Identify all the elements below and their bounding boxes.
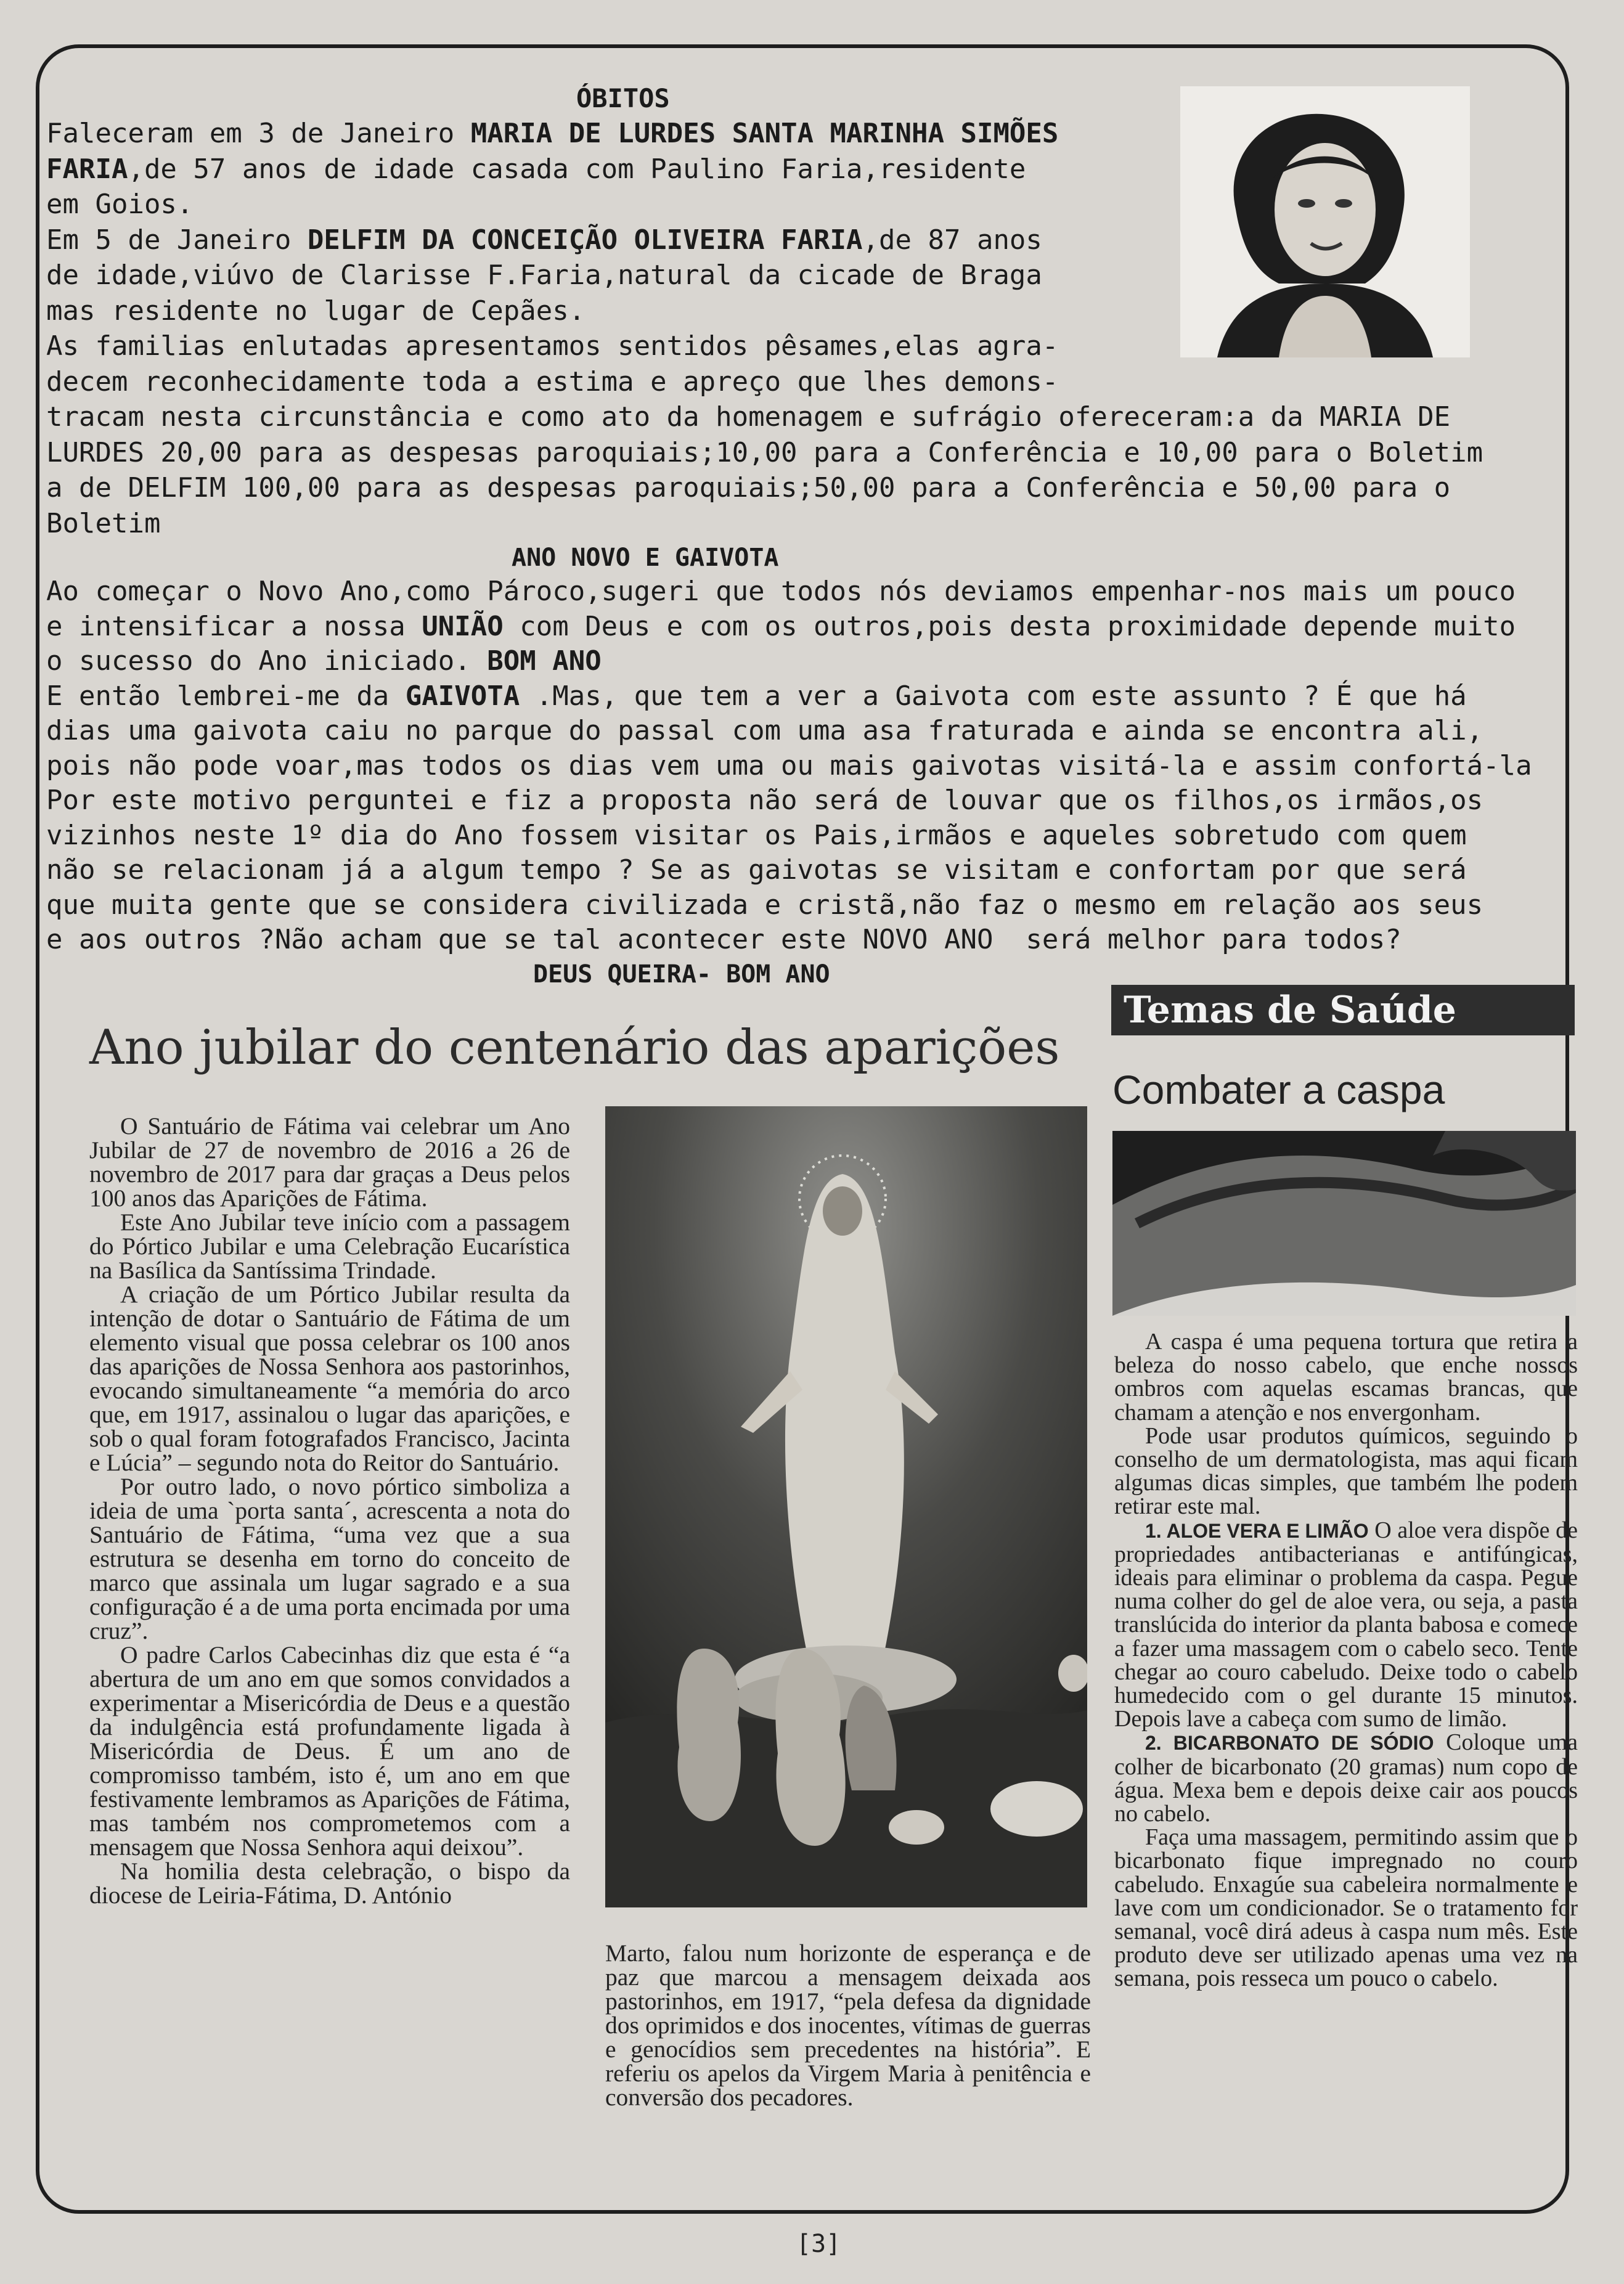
paragraph <box>1114 1330 1578 1424</box>
health-article-title: Combater a caspa <box>1112 1067 1445 1112</box>
text-line <box>46 153 1026 185</box>
text-segment: Em 5 de Janeiro <box>46 224 308 256</box>
text-line <box>46 472 1451 504</box>
text-segment: decem reconhecidamente toda a estima e apreço que lhes demons- <box>46 365 1059 398</box>
text-segment: As familias enlutadas apresentamos sentidos pêsames,elas agra- <box>46 330 1059 362</box>
text-line <box>46 191 193 218</box>
text-segment: não se relacionam já a algum tempo ? Se as gaivotas se visitam e confortam por que será <box>46 854 1467 886</box>
text-emphasis: MARIA DE LURDES SANTA MARINHA SIMÕES <box>470 118 1059 149</box>
our-lady-of-fatima-image <box>605 1106 1087 1907</box>
text-segment: de idade,viúvo de Clarisse F.Faria,natural da cicade de Braga <box>46 259 1042 291</box>
text-emphasis: UNIÃO <box>422 610 504 642</box>
paragraph: O padre Carlos Cabecinhas diz que esta é “a abertura de um ano em que somos convidados a experimentar a Misericórdia de Deus e a questão da indulgência está profundamente ligada à Misericórdia de Deus. É um ano de compromisso também, isto é, um ano em que festivamente lembramos as Aparições de Fátima, mas também nos comprometemos com a mensagem que Nossa Senhora aqui deixou”. <box>89 1641 570 1861</box>
tip-heading: 1. ALOE VERA E LIMÃO <box>1145 1519 1369 1542</box>
deceased-photo <box>1180 86 1470 357</box>
text-segment: dias uma gaivota caiu no parque do passal com uma asa fraturada e ainda se encontra ali, <box>46 715 1483 746</box>
text-segment: e intensificar a nossa <box>46 610 422 642</box>
paragraph-text: Pode usar produtos químicos, seguindo o conselho de um dermatologista, mas aqui ficam algumas dicas simples, que também lhe podem retirar este mal. <box>1114 1422 1578 1520</box>
text-segment: .Mas, que tem a ver a Gaivota com este assunto ? É que há <box>520 680 1467 712</box>
text-segment: ,de 57 anos de idade casada com Paulino Faria,residente <box>128 153 1026 185</box>
text-emphasis: GAIVOTA <box>405 680 520 712</box>
text-line <box>46 749 1532 781</box>
paragraph: O Santuário de Fátima vai celebrar um Ano Jubilar de 27 de novembro de 2016 a 26 de novembro de 2017 para dar graças a Deus pelos 100 anos das Aparições de Fátima. <box>89 1112 570 1212</box>
text-segment: ,de 87 anos <box>862 224 1042 256</box>
text-line <box>46 819 1467 851</box>
text-segment: com Deus e com os outros,pois desta proximidade depende muito <box>503 610 1516 642</box>
text-line <box>46 610 1516 642</box>
text-line <box>46 854 1467 886</box>
page-number: [3] <box>796 2230 841 2258</box>
text-line <box>46 717 1483 744</box>
text-segment: mas residente no lugar de Cepães. <box>46 295 586 327</box>
text-segment: E então lembrei-me da <box>46 680 406 712</box>
paragraph-text: A caspa é uma pequena tortura que retira a beleza do nosso cabelo, que enche nossos ombros com aquelas escamas brancas, que chamam a atenção e nos envergonham. <box>1114 1329 1578 1425</box>
text-segment: Ao começar o Novo Ano,como Pároco,sugeri que todos nós deviamos empenhar-nos mais um pouco <box>46 576 1516 607</box>
text-segment: Faleceram em 3 de Janeiro <box>46 118 471 149</box>
text-emphasis: BOM ANO <box>487 645 602 677</box>
health-article-text <box>1114 1330 1578 1991</box>
text-segment: e aos outros ?Não acham que se tal acontecer este NOVO ANO será melhor para todos? <box>46 924 1402 955</box>
text-line <box>46 224 1042 256</box>
text-line <box>46 645 602 677</box>
text-segment: a de DELFIM 100,00 para as despesas paroquiais;50,00 para a Conferência e 50,00 para o <box>46 472 1451 504</box>
paragraph: Na homilia desta celebração, o bispo da diocese de Leiria-Fátima, D. António <box>89 1858 570 1909</box>
text-line <box>46 330 1059 362</box>
text-emphasis: FARIA <box>46 153 128 185</box>
text-segment: Boletim <box>46 507 161 539</box>
jubileu-column-1 <box>89 1114 570 1907</box>
text-segment: o sucesso do Ano iniciado. <box>46 645 488 677</box>
paragraph <box>1114 1731 1578 1825</box>
text-segment: vizinhos neste 1º dia do Ano fossem visitar os Pais,irmãos e aqueles sobretudo com quem <box>46 819 1467 851</box>
text-line <box>46 926 1402 953</box>
paragraph: A criação de um Pórtico Jubilar resulta da intenção de dotar o Santuário de Fátima de um elemento visual que possa celebrar os 100 anos das aparições de Nossa Senhora aos pastorinhos, evocando simultaneamente “a memória do arco que, em 1917, assinalou o lugar das aparições, e sob o qual foram fotografados Francisco, Jacinta e Lúcia” – segundo nota do Reitor do Santuário. <box>89 1281 570 1476</box>
paragraph-text: Coloque uma colher de bicarbonato (20 gramas) num copo de água. Mexa bem e depois deixe cair aos poucos no cabelo. <box>1114 1729 1578 1827</box>
text-line <box>46 507 161 539</box>
text-line <box>46 787 1483 814</box>
paragraph: Por outro lado, o novo pórtico simboliza a ideia de uma `porta santa´, acrescenta a nota do Santuário de Fátima, “uma vez que a sua estrutura se desenha em torno do conceito de marco que assinala um lugar sagrado e a sua configuração é a de uma porta encimada por uma cruz”. <box>89 1473 570 1644</box>
text-segment: que muita gente que se considera civilizada e cristã,não faz o mesmo em relação aos seus <box>46 889 1483 921</box>
obitos-title: ÓBITOS <box>576 83 670 113</box>
tip-heading: 2. BICARBONATO DE SÓDIO <box>1145 1732 1434 1755</box>
paragraph: Este Ano Jubilar teve início com a passagem do Pórtico Jubilar e uma Celebração Eucarística na Basílica da Santíssima Trindade. <box>89 1209 570 1284</box>
text-line <box>46 365 1059 398</box>
text-line <box>46 578 1516 605</box>
ano-novo-closing: DEUS QUEIRA- BOM ANO <box>533 960 830 989</box>
text-line <box>46 680 1467 712</box>
text-line <box>46 259 1042 291</box>
paragraph <box>1114 1519 1578 1731</box>
paragraph <box>1114 1424 1578 1519</box>
text-segment: Por este motivo perguntei e fiz a proposta não será de louvar que os filhos,os irmãos,os <box>46 785 1483 816</box>
paragraph-text: O aloe vera dispõe de propriedades antibacterianas e antifúngicas, ideais para eliminar o problema da caspa. Pegue numa colher do gel de aloe vera, ou seja, a pasta translúcida do interior da planta babosa e comece a fazer uma massagem com o cabelo seco. Tente chegar ao couro cabeludo. Deixe todo o cabelo humedecido com o gel durante 15 minutos. Depois lave a cabeça com sumo de limão. <box>1114 1517 1578 1732</box>
health-topics-banner <box>1111 985 1575 1035</box>
text-line <box>46 401 1451 433</box>
text-line <box>46 436 1483 468</box>
hair-scalp-image <box>1112 1131 1576 1316</box>
text-emphasis: DELFIM DA CONCEIÇÃO OLIVEIRA FARIA <box>307 224 863 256</box>
paragraph-text: Faça uma massagem, permitindo assim que o bicarbonato fique impregnado no couro cabeludo. Enxagúe sua cabeleira normalmente e lave com um condicionador. Se o tratamento for semanal, você dirá adeus à caspa num mês. Este produto deve ser utilizado apenas uma vez na semana, pois resseca um pouco o cabelo. <box>1114 1824 1578 1992</box>
text-segment: pois não pode voar,mas todos os dias vem uma ou mais gaivotas visitá-la e assim confortá-la <box>46 749 1532 781</box>
health-banner-label: Temas de Saúde <box>1124 989 1456 1032</box>
jubileu-column-2: Marto, falou num horizonte de esperança e de paz que marcou a mensagem deixada aos pastorinhos, em 1917, “pela defesa da dignidade dos oprimidos e dos inocentes, vítimas de guerras e genocídios sem precedentes na história”. E referiu os apelos da Virgem Maria à penitência e conversão dos pecadores. <box>605 1939 1091 2111</box>
paragraph <box>1114 1825 1578 1990</box>
text-segment: LURDES 20,00 para as despesas paroquiais;10,00 para a Conferência e 10,00 para o Boletim <box>46 436 1483 468</box>
text-line <box>46 889 1483 921</box>
ano-novo-title: ANO NOVO E GAIVOTA <box>512 544 779 572</box>
jubileu-title: Ano jubilar do centenário das aparições <box>89 1020 1060 1075</box>
text-line <box>46 120 1058 147</box>
text-line <box>46 295 586 327</box>
text-segment: em Goios. <box>46 189 194 220</box>
text-segment: tracam nesta circunstância e como ato da homenagem e sufrágio ofereceram:a da MARIA DE <box>46 401 1451 433</box>
